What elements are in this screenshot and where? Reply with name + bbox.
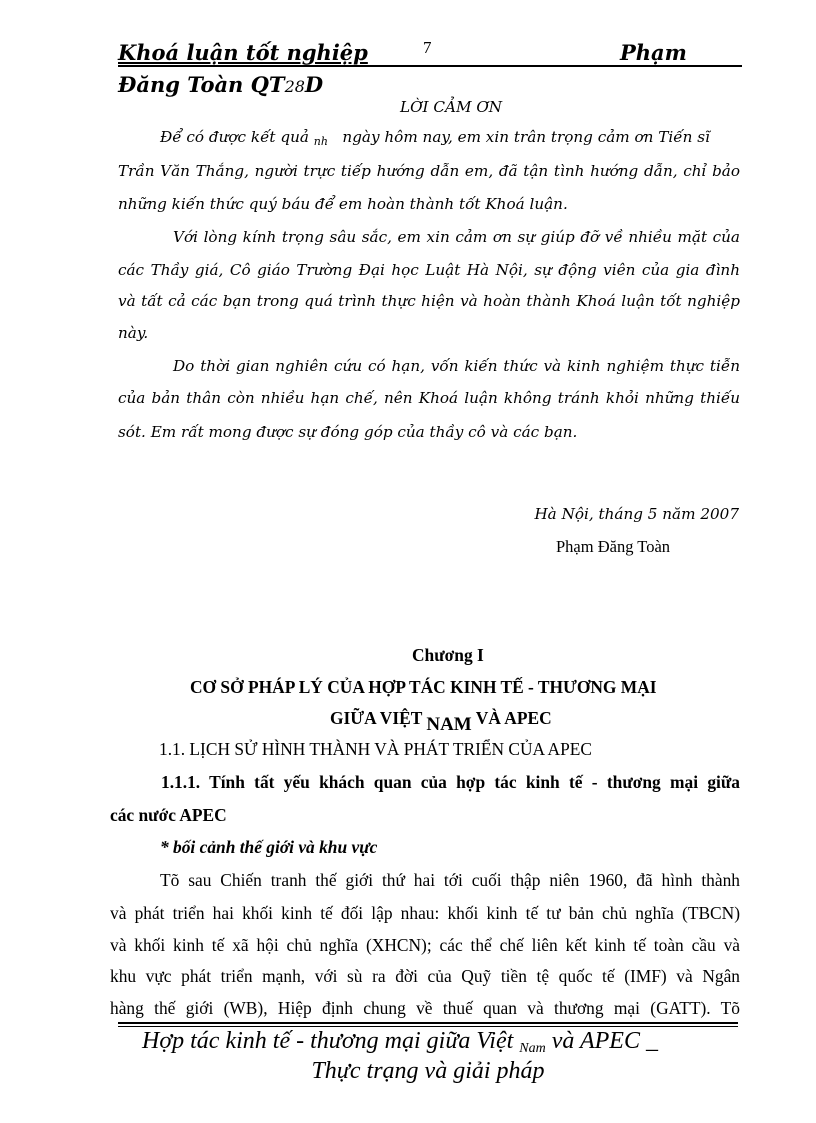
footer-rule-bottom xyxy=(118,1026,738,1027)
thanks-p2-line3: và tất cả các bạn trong quá trình thực hiện và hoàn thành Khoá luận tốt nghiệp xyxy=(118,292,740,310)
header-left xyxy=(118,40,368,65)
thanks-title: LỜI CẢM ƠN xyxy=(400,98,503,116)
header-author: Đăng Toàn QT xyxy=(118,72,285,97)
chapter-title-line1: CƠ SỞ PHÁP LÝ CỦA HỢP TÁC KINH TẾ - THƯƠNG MẠI xyxy=(190,677,657,697)
header-right: Phạm xyxy=(620,40,687,65)
header-second-line xyxy=(118,72,323,97)
thanks-p2-line1: Với lòng kính trọng sâu sắc, em xin cảm ơn sự giúp đỡ về nhiều mặt của xyxy=(173,228,740,246)
header-left-text: Khoá luận tốt nghiệp xyxy=(118,40,368,65)
bullet-heading: * bối cảnh thế giới và khu vực xyxy=(160,837,378,857)
body-line4: khu vực phát triển mạnh, với sù ra đời của Quỹ tiền tệ quốc tế (IMF) và Ngân xyxy=(110,966,740,986)
thanks-p2-line2: các Thầy giá, Cô giáo Trường Đại học Luật Hà Nội, sự động viên của gia đình xyxy=(118,261,740,279)
thanks-p3-line2: của bản thân còn nhiều hạn chế, nên Khoá luận không tránh khỏi những thiếu xyxy=(118,389,740,407)
thanks-p1-line1 xyxy=(160,128,740,148)
chapter-title-line2 xyxy=(330,708,552,735)
header-rule xyxy=(118,65,742,67)
section-heading: 1.1. LỊCH SỬ HÌNH THÀNH VÀ PHÁT TRIỂN CỦA APEC xyxy=(159,739,592,759)
page-number: 7 xyxy=(423,38,432,57)
chapter-label: Chương I xyxy=(412,645,484,665)
subsection-line2: các nước APEC xyxy=(110,805,227,825)
title2-a: GIỮA VIỆT xyxy=(330,708,422,728)
header-class-end: D xyxy=(304,72,324,97)
thanks-p1-line3: những kiến thức quý báu để em hoàn thành tốt Khoá luận. xyxy=(118,195,568,213)
footer-line1 xyxy=(142,1028,658,1057)
footer-line2: Thực trạng và giải pháp xyxy=(311,1058,545,1084)
body-line2: và phát triển hai khối kinh tế đối lập nhau: khối kinh tế tư bản chủ nghĩa (TBCN) xyxy=(110,903,740,923)
thanks-p1-line2: Trần Văn Thắng, người trực tiếp hướng dẫn em, đã tận tình hướng dẫn, chỉ bảo xyxy=(118,162,740,180)
thanks-p2-line4: này. xyxy=(118,324,149,342)
thanks-p3-line3: sót. Em rất mong được sự đóng góp của thầy cô và các bạn. xyxy=(118,423,578,441)
subsection-line1: 1.1.1. Tính tất yếu khách quan của hợp tác kinh tế - thương mại giữa xyxy=(161,772,740,792)
thanks-p3-line1: Do thời gian nghiên cứu có hạn, vốn kiến thức và kinh nghiệm thực tiễn xyxy=(173,357,740,375)
p1-small: nh xyxy=(313,135,328,148)
footer-text-b: và APEC _ xyxy=(551,1028,658,1054)
footer-rule-top xyxy=(118,1022,738,1024)
footer-text-a: Hợp tác kinh tế - thương mại giữa Việt xyxy=(142,1028,514,1054)
body-line3: và khối kinh tế xã hội chủ nghĩa (XHCN); các thể chế liên kết kinh tế toàn cầu và xyxy=(110,935,740,955)
footer-small: Nam xyxy=(519,1041,546,1056)
title2-nam: NAM xyxy=(426,714,472,735)
p1-text-a: Để có được kết quả xyxy=(160,128,309,146)
signature: Phạm Đăng Toàn xyxy=(556,537,671,556)
header-class-num: 28 xyxy=(284,77,305,96)
place-date: Hà Nội, tháng 5 năm 2007 xyxy=(534,505,739,523)
body-line5: hàng thế giới (WB), Hiệp định chung về thuế quan và thương mại (GATT). Tõ xyxy=(110,998,740,1018)
p1-text-b: ngày hôm nay, em xin trân trọng cảm ơn Tiến sĩ xyxy=(342,128,710,146)
body-line1: Tõ sau Chiến tranh thế giới thứ hai tới cuối thập niên 1960, đã hình thành xyxy=(160,870,740,890)
title2-c: VÀ APEC xyxy=(475,708,552,728)
